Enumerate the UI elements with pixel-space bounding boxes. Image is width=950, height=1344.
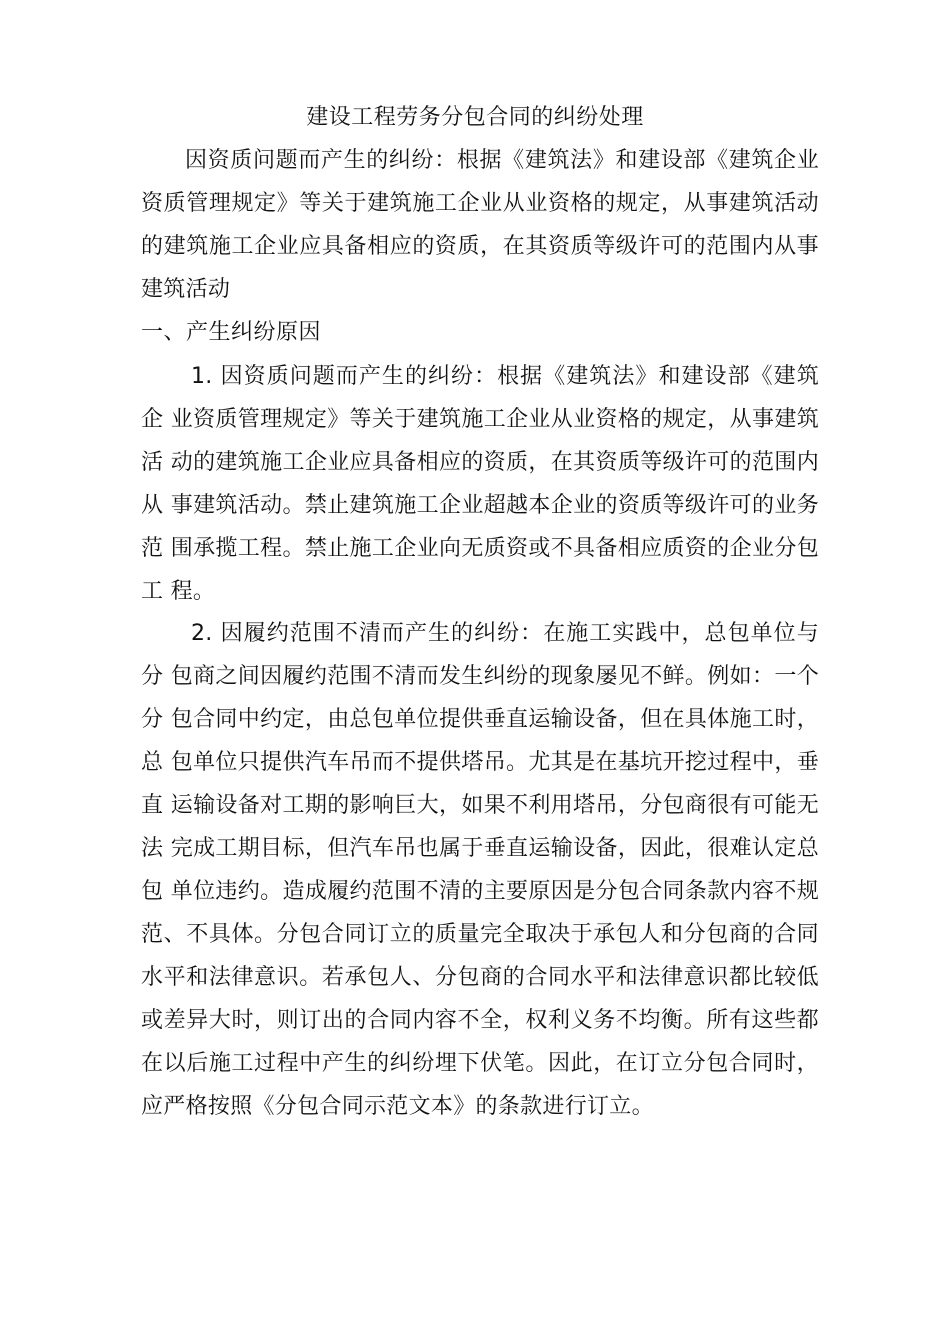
paragraph-1: 1. 因资质问题而产生的纠纷：根据《建筑法》和建设部《建筑企 业资质管理规定》等关于建筑施工企业从业资格的规定，从事建筑活 动的建筑施工企业应具备相应的资质，在其资质等级许可的范围内从 事建筑活动。禁止建筑施工企业超越本企业的资质等级许可的业务范 围承揽工程。禁止施工企业向无质资或不具备相应质资的企业分包工 程。	[141, 364, 819, 604]
paragraph-2: 2. 因履约范围不清而产生的纠纷：在施工实践中，总包单位与分 包商之间因履约范围不清而发生纠纷的现象屡见不鲜。例如：一个分 包合同中约定，由总包单位提供垂直运输设备，但在具体施工时，总 包单位只提供汽车吊而不提供塔吊。尤其是在基坑开挖过程中，垂直 运输设备对工期的影响巨大，如果不利用塔吊，分包商很有可能无法 完成工期目标，但汽车吊也属于垂直运输设备，因此，很难认定总包 单位违约。造成履约范围不清的主要原因是分包合同条款内容不规 范、不具体。分包合同订立的质量完全取决于承包人和分包商的合同 水平和法律意识。若承包人、分包商的合同水平和法律意识都比较低 或差异大时，则订出的合同内容不全，权利义务不均衡。所有这些都 在以后施工过程中产生的纠纷埋下伏笔。因此，在订立分包合同时， 应严格按照《分包合同示范文本》的条款进行订立。	[141, 621, 819, 1119]
section-heading: 一、产生纠纷原因	[141, 320, 322, 345]
document-title: 建设工程劳务分包合同的纠纷处理	[306, 105, 644, 130]
intro-paragraph: 因资质问题而产生的纠纷：根据《建筑法》和建设部《建筑企业资质管理规定》等关于建筑施工企业从业资格的规定，从事建筑活动的建筑施工企业应具备相应的资质，在其资质等级许可的范围内从事建筑活动	[141, 148, 819, 302]
